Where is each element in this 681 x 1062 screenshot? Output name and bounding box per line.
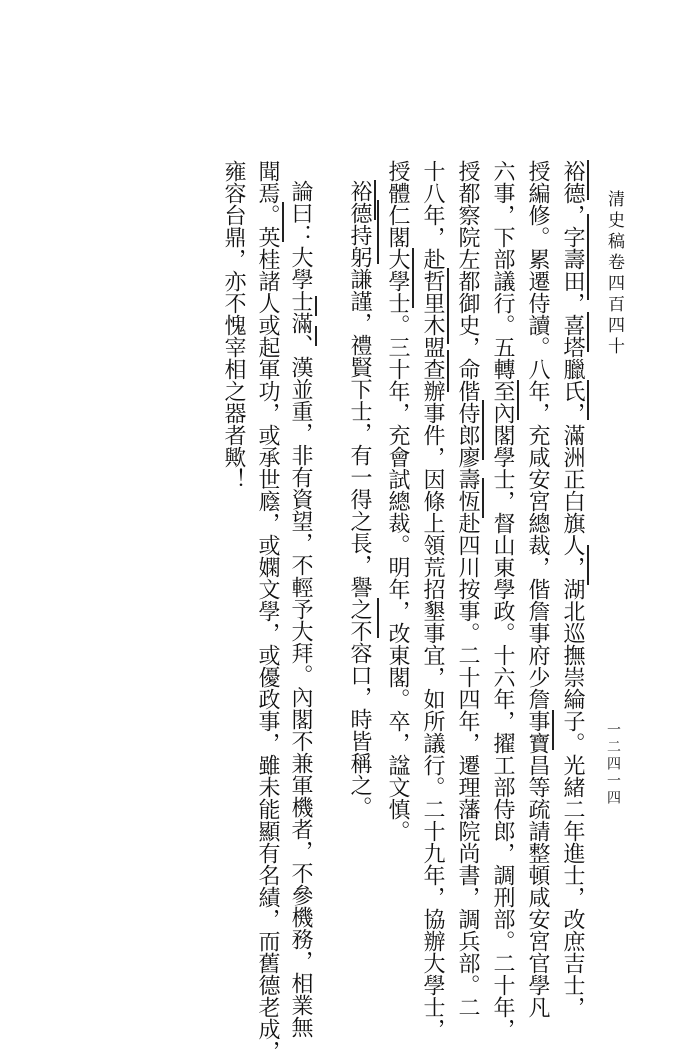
name-mark: [587, 380, 589, 420]
running-title: 清史稿卷四百四十: [604, 190, 624, 358]
name-mark: [587, 312, 589, 352]
commentary-line-1: 論曰：大學士滿、漢並重，非有資望，不輕予大拜。內閣不兼軍機者，不參機務，相業無: [288, 180, 313, 1038]
body-line-7: 裕德持躬謙謹，禮賢下士，有一得之長，譽之不容口，時皆稱之。: [347, 180, 372, 818]
body-line-6: 授體仁閣大學士。三十年，充會試總裁。明年，改東閣。卒，諡文慎。: [385, 160, 410, 842]
body-line-4: 授都察院左都御史，命偕侍郎廖壽恆赴四川按事。二十四年，遷理藩院尚書，調兵部。二: [455, 160, 480, 1018]
name-mark: [447, 350, 449, 392]
name-mark: [587, 160, 589, 200]
body-line-3: 六事，下部議行。五轉至內閣學士，督山東學政。十六年，擢工部侍郎，調刑部。二十年，: [490, 160, 515, 1040]
name-mark: [517, 380, 519, 420]
name-mark: [412, 248, 414, 308]
name-mark: [482, 478, 484, 518]
name-mark: [587, 214, 589, 300]
commentary-line-3: 雍容台鼎，亦不愧宰相之器者歟！: [221, 160, 246, 490]
name-mark: [377, 200, 379, 264]
name-mark: [482, 400, 484, 460]
body-line-5: 十八年，赴哲里木盟查辦事件，因條上領荒招墾事宜，如所議行。二十九年，協辦大學士，: [420, 160, 445, 1040]
commentary-line-2: 聞焉。英桂諸人或起軍功，或承世廕，或嫻文學，或優政事，雖未能顯有名績，而舊德老成，: [255, 160, 280, 1062]
body-line-1: 裕德，字壽田，喜塔臘氏，滿洲正白旗人，湖北巡撫崇綸子。光緒二年進士，改庶吉士，: [560, 160, 585, 1018]
body-line-2: 授編修。累遷侍讀。八年，充咸安宮總裁，偕詹事府少詹事寶昌等疏請整頓咸安宮官學凡: [525, 160, 550, 1018]
name-mark: [315, 296, 317, 316]
name-mark: [447, 268, 449, 344]
name-mark: [377, 598, 379, 638]
name-mark: [315, 326, 317, 346]
name-mark: [587, 545, 589, 585]
name-mark: [374, 180, 376, 220]
page-number: 一二四一四: [605, 722, 621, 807]
name-mark: [552, 710, 554, 750]
name-mark: [282, 202, 284, 242]
